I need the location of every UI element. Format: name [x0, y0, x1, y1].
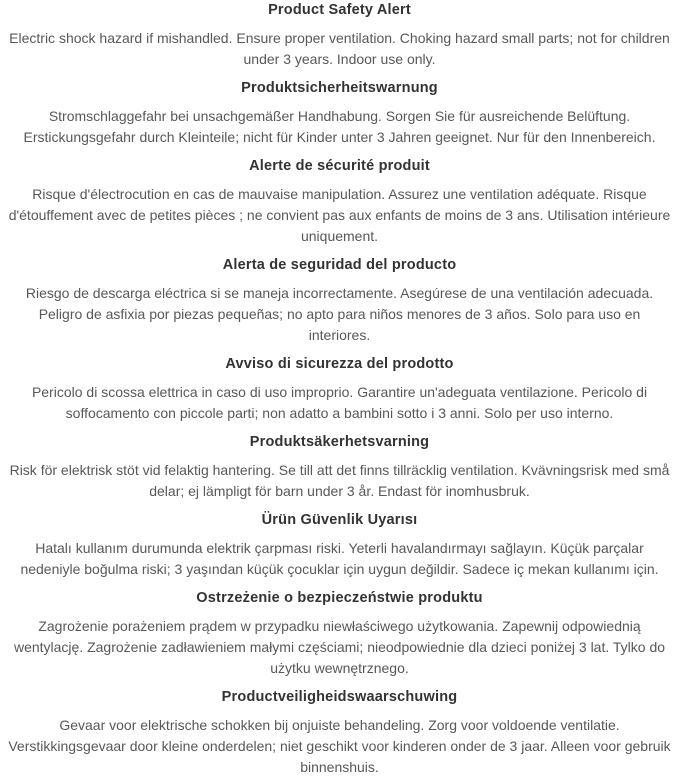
- section-heading-english: Product Safety Alert: [268, 2, 411, 18]
- section-body-swedish: Risk för elektrisk stöt vid felaktig hantering. Se till att det finns tillräcklig ventilation. Kvävningsrisk med små delar; ej lämpligt för barn under 3 år. Endast för inomhusbruk.: [9, 462, 670, 499]
- section-body-italian: Pericolo di scossa elettrica in caso di uso improprio. Garantire un'adeguata ventilazione. Pericolo di soffocamento con piccole parti; non adatto a bambini sotto i 3 anni. Solo per uso interno.: [31, 384, 648, 421]
- safety-section-polish: [7, 588, 672, 679]
- safety-section-spanish: [7, 255, 672, 346]
- section-heading-turkish: Ürün Güvenlik Uyarısı: [261, 512, 418, 528]
- safety-section-swedish: [7, 432, 672, 502]
- section-body-dutch: Gevaar voor elektrische schokken bij onjuiste behandeling. Zorg voor voldoende ventilatie. Verstikkingsgevaar door kleine onderdelen; niet geschikt voor kinderen onder de 3 jaar. Alleen voor gebruik binnenshuis.: [8, 717, 671, 775]
- safety-section-italian: [7, 354, 672, 424]
- section-body-english: Electric shock hazard if mishandled. Ensure proper ventilation. Choking hazard small parts; not for children under 3 years. Indoor use only.: [9, 30, 670, 67]
- section-body-spanish: Riesgo de descarga eléctrica si se maneja incorrectamente. Asegúrese de una ventilación adecuada. Peligro de asfixia por piezas pequeñas; no apto para niños menores de 3 años. Solo para uso en interiores.: [25, 285, 654, 343]
- section-heading-swedish: Produktsäkerhetsvarning: [249, 434, 430, 450]
- section-heading-dutch: Productveiligheidswaarschuwing: [221, 689, 458, 705]
- section-body-french: Risque d'électrocution en cas de mauvaise manipulation. Assurez une ventilation adéquate. Risque d'étouffement avec de petites pièces ; ne convient pas aux enfants de moins de 3 ans. Utilisation intérieure uniquement.: [8, 186, 671, 244]
- section-heading-french: Alerte de sécurité produit: [249, 158, 430, 174]
- section-body-turkish: Hatalı kullanım durumunda elektrik çarpması riski. Yeterli havalandırmayı sağlayın. Küçük parçalar nedeniyle boğulma riski; 3 yaşından küçük çocuklar için uygun değildir. Sadece iç mekan kullanımı için.: [20, 540, 659, 577]
- section-heading-german: Produktsicherheitswarnung: [241, 80, 438, 96]
- safety-section-english: [7, 0, 672, 70]
- section-body-german: Stromschlaggefahr bei unsachgemäßer Handhabung. Sorgen Sie für ausreichende Belüftung. Erstickungsgefahr durch Kleinteile; nicht für Kinder unter 3 Jahren geeignet. Nur für den Innenbereich.: [23, 108, 656, 145]
- section-heading-spanish: Alerta de seguridad del producto: [222, 257, 457, 273]
- safety-section-french: [7, 156, 672, 247]
- safety-section-turkish: [7, 510, 672, 580]
- safety-section-dutch: [7, 687, 672, 778]
- section-heading-polish: Ostrzeżenie o bezpieczeństwie produktu: [196, 590, 483, 606]
- safety-section-german: [7, 78, 672, 148]
- section-body-polish: Zagrożenie porażeniem prądem w przypadku niewłaściwego użytkowania. Zapewnij odpowiednią wentylację. Zagrożenie zadławieniem małymi częściami; nieodpowiednie dla dzieci poniżej 3 lat. Tylko do użytku wewnętrznego.: [13, 618, 666, 676]
- section-heading-italian: Avviso di sicurezza del prodotto: [225, 356, 454, 372]
